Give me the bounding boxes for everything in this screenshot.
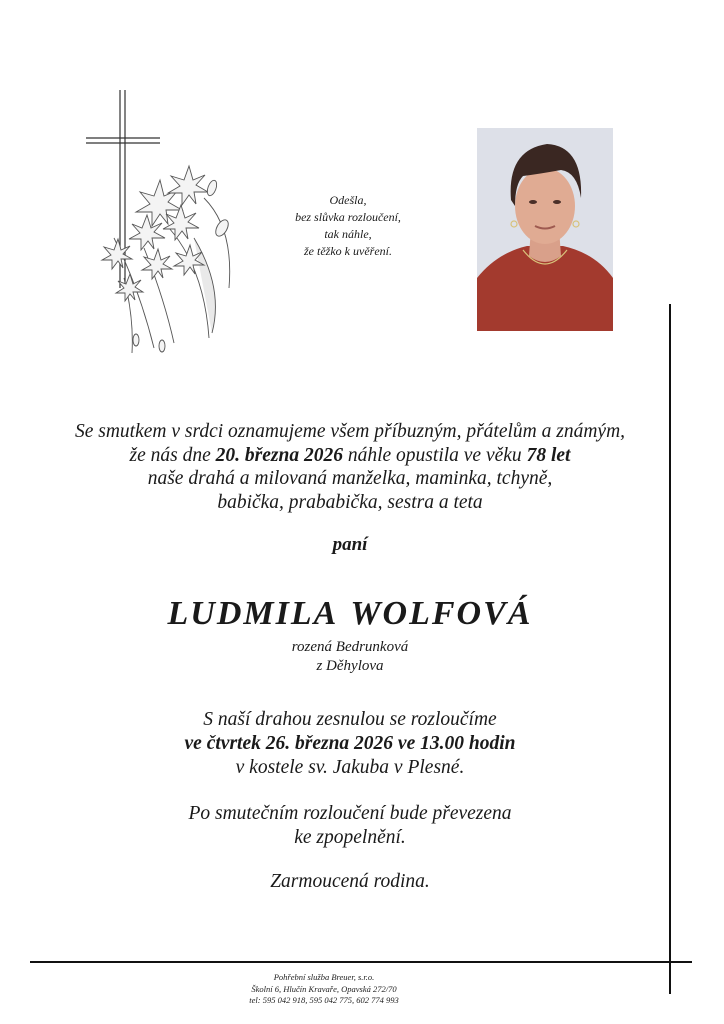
honorific: paní [332, 534, 368, 555]
last-name: WOLFOVÁ [350, 595, 533, 632]
cross-with-flowers-icon [84, 88, 244, 360]
poem-line: že těžko k uvěření. [304, 244, 392, 258]
poem-line: Odešla, [329, 193, 367, 207]
footer-phone: tel: 595 042 918, 595 042 775, 602 774 993 [249, 995, 399, 1005]
funeral-service-footer [200, 972, 448, 1007]
announcement-prefix: že nás dne [129, 444, 216, 466]
announcement-line: babička, prababička, sestra a teta [217, 491, 483, 513]
announcement [30, 420, 670, 514]
announcement-line [30, 444, 670, 468]
deceased-name [30, 594, 670, 634]
birth-info [30, 638, 670, 676]
transport-line: ke zpopelnění. [294, 827, 406, 848]
horizontal-divider [30, 961, 692, 963]
footer-company: Pohřební služba Breuer, s.r.o. [273, 972, 375, 982]
origin: z Děhylova [316, 658, 384, 674]
portrait-photo [477, 128, 613, 331]
poem-line: bez slůvka rozloučení, [295, 210, 401, 224]
first-name: LUDMILA [167, 595, 339, 632]
poem [268, 192, 428, 260]
announcement-middle: náhle opustila ve věku [342, 444, 527, 466]
transport-line: Po smutečním rozloučení bude převezena [188, 803, 512, 824]
transport-info [30, 802, 670, 850]
death-date: 20. března 2026 [215, 444, 343, 466]
announcement-line: Se smutkem v srdci oznamujeme všem příbuzným, přátelům a známým, [74, 421, 626, 442]
poem-line: tak náhle, [324, 227, 372, 241]
ceremony-datetime: ve čtvrtek 26. března 2026 ve 13.00 hodin [184, 733, 516, 754]
ceremony-location: v kostele sv. Jakuba v Plesné. [235, 757, 465, 778]
footer-address: Školní 6, Hlučín Kravaře, Opavská 272/70 [251, 983, 397, 994]
ceremony-line: S naší drahou zesnulou se rozloučíme [203, 709, 497, 730]
vertical-divider [669, 304, 671, 994]
announcement-line: naše drahá a milovaná manželka, maminka, tchyně, [147, 468, 553, 489]
ceremony-info [30, 708, 670, 780]
maiden-name: rozená Bedrunková [291, 639, 409, 655]
family-signature: Zarmoucená rodina. [270, 871, 430, 892]
age: 78 let [526, 444, 571, 466]
